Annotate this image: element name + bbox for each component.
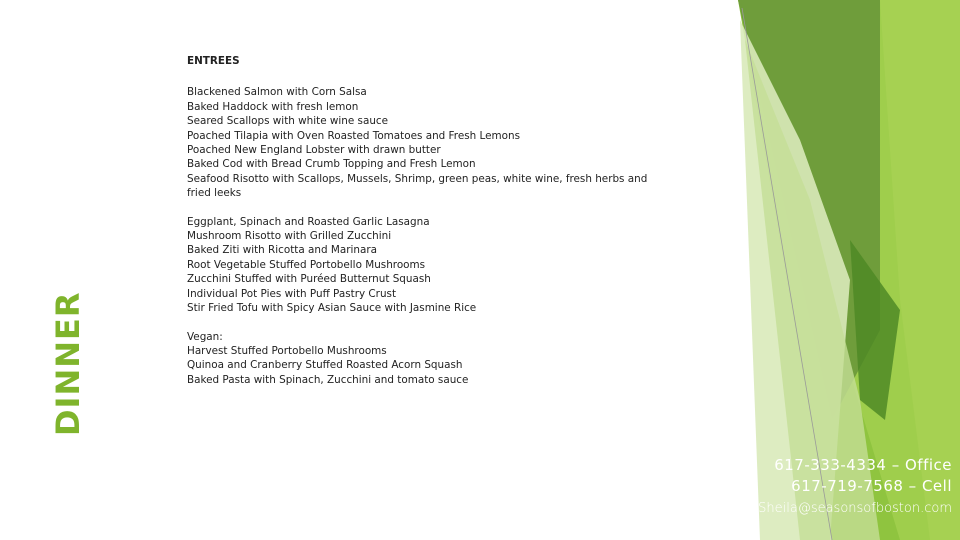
menu-item: Individual Pot Pies with Puff Pastry Crust <box>187 287 397 300</box>
menu-item: Poached New England Lobster with drawn butter <box>187 144 441 157</box>
contact-info <box>758 455 952 518</box>
menu-heading: ENTREES <box>187 55 240 67</box>
menu-item: Quinoa and Cranberry Stuffed Roasted Acorn Squash <box>187 359 463 372</box>
menu-item: Poached Tilapia with Oven Roasted Tomatoes and Fresh Lemons <box>187 129 520 142</box>
menu-item: Zucchini Stuffed with Puréed Butternut Squash <box>187 273 431 286</box>
menu-item: Baked Haddock with fresh lemon <box>187 100 359 113</box>
menu-item: Blackened Salmon with Corn Salsa <box>187 86 367 99</box>
menu-group-seafood <box>187 85 657 200</box>
menu-item: Seared Scallops with white wine sauce <box>187 115 389 128</box>
menu-item: Baked Cod with Bread Crumb Topping and Fresh Lemon <box>187 158 476 171</box>
menu-item: Stir Fried Tofu with Spicy Asian Sauce with Jasmine Rice <box>187 302 477 315</box>
menu-content <box>187 54 657 401</box>
menu-item: Mushroom Risotto with Grilled Zucchini <box>187 230 392 243</box>
menu-group-vegetarian <box>187 215 657 316</box>
menu-item: Baked Ziti with Ricotta and Marinara <box>187 244 377 257</box>
email-address: Sheila@seasonsofboston.com <box>758 501 952 516</box>
menu-subheading: Vegan: <box>187 330 223 343</box>
office-phone: 617-333-4334 – Office <box>774 456 952 474</box>
cell-phone: 617-719-7568 – Cell <box>791 477 952 495</box>
menu-item: Root Vegetable Stuffed Portobello Mushrooms <box>187 258 426 271</box>
menu-item: Seafood Risotto with Scallops, Mussels, Shrimp, green peas, white wine, fresh herbs and fried leeks <box>187 172 648 200</box>
side-title: DINNER <box>49 291 87 436</box>
menu-group-vegan <box>187 330 657 388</box>
menu-item: Eggplant, Spinach and Roasted Garlic Lasagna <box>187 215 430 228</box>
menu-item: Baked Pasta with Spinach, Zucchini and tomato sauce <box>187 373 469 386</box>
menu-item: Harvest Stuffed Portobello Mushrooms <box>187 344 387 357</box>
